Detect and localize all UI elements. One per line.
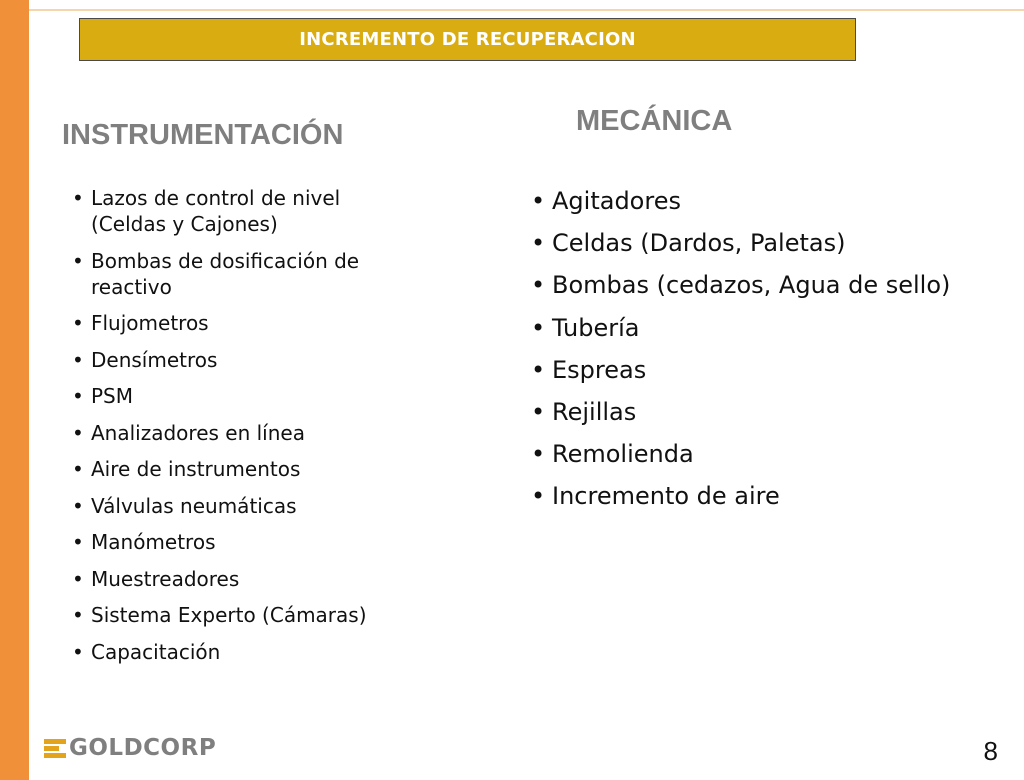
list-item: • Densímetros — [72, 347, 218, 372]
logo-mark-icon — [44, 737, 66, 759]
top-rule — [29, 9, 1024, 11]
side-accent-bar — [0, 0, 29, 780]
list-item: • Rejillas — [531, 397, 637, 426]
slide-title: INCREMENTO DE RECUPERACION — [299, 29, 636, 50]
logo-text: GOLDCORP — [69, 735, 217, 761]
mecanica-list — [531, 186, 971, 524]
page-number: 8 — [983, 736, 998, 766]
list-item: • Espreas — [531, 355, 647, 384]
list-item: • Capacitación — [72, 639, 221, 664]
list-item: • Aire de instrumentos — [72, 457, 301, 481]
list-item: • Incremento de aire — [531, 482, 780, 511]
list-item: • Remolienda — [531, 440, 694, 469]
list-item: • Sistema Experto (Cámaras) — [72, 603, 367, 627]
list-item: • Celdas (Dardos, Paletas) — [531, 229, 846, 258]
instrumentacion-list — [72, 185, 402, 675]
list-item: • Muestreadores — [72, 566, 240, 591]
list-item: • Válvulas neumáticas — [72, 493, 297, 518]
list-item: • PSM — [72, 384, 134, 408]
list-item: • Bombas (cedazos, Agua de sello) — [531, 271, 951, 300]
list-item: • Manómetros — [72, 530, 216, 554]
list-item: • Bombas de dosificación de reactivo — [72, 248, 360, 299]
goldcorp-logo — [44, 735, 216, 761]
list-item: • Lazos de control de nivel (Celdas y Cajones) — [72, 186, 341, 236]
slide-title-box — [79, 18, 856, 61]
list-item: • Agitadores — [531, 187, 681, 215]
list-item: • Analizadores en línea — [72, 420, 305, 445]
instrumentacion-heading: INSTRUMENTACIÓN — [62, 119, 344, 151]
mecanica-heading: MECÁNICA — [576, 105, 733, 137]
list-item: • Tubería — [531, 313, 640, 342]
list-item: • Flujometros — [72, 311, 209, 335]
